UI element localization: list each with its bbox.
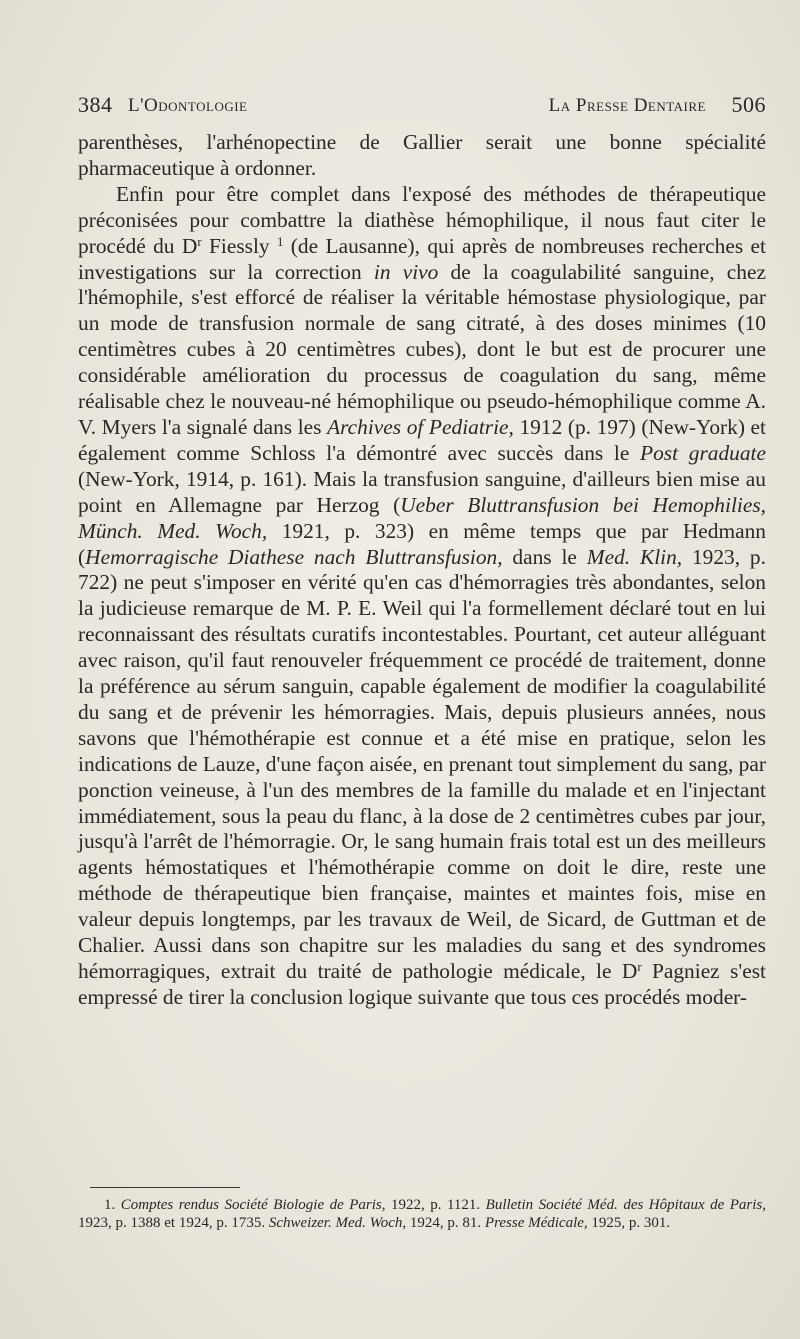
footnote: 1. Comptes rendus Société Biologie de Paris, 1922, p. 1121. Bulletin Société Méd. des Hôpitaux de Paris, 1923, p. 1388 et 1924, p. 1735. Schweizer. Med. Woch, 1924, p. 81. Presse Médicale, 1925, p. 301. (78, 1197, 767, 1231)
italic-post-graduate: Post graduate (640, 440, 766, 465)
footnote-divider (90, 1187, 240, 1188)
italic-hemorragische-diathese: Hemorragische Diathese nach Bluttransfusion, (85, 544, 503, 569)
journal-title-left: L'Odontologie (128, 95, 248, 116)
page-number-right: 506 (731, 92, 766, 117)
italic-archives-pediatrie: Archives of Pediatrie, (327, 414, 514, 439)
footnote-marker: 1 (277, 234, 284, 249)
running-header (78, 92, 766, 126)
journal-title-right: La Presse Dentaire (548, 95, 706, 116)
italic-in-vivo: in vivo (373, 259, 439, 284)
italic-med-klin: Med. Klin, (586, 544, 683, 569)
paragraph-1: parenthèses, l'arhénopectine de Gallier serait une bonne spécialité pharmaceutique à ordonner. (78, 130, 766, 180)
doctor-abbrev-sup: r (197, 234, 202, 249)
paragraph-2: Enfin pour être complet dans l'exposé des méthodes de thérapeutique préconisées pour combattre la diathèse hémophilique, il nous faut citer le procédé du $D^r$ Fiessly $^1$ (de Lausanne), qui après de nombreuses recherches et investigations sur la correction in vivo de la coagulabilité sanguine, chez l'hémophile, s'est efforcé de réaliser la véritable hémostase physiologique, par un mode de transfusion normale de sang citraté, à des doses minimes (10 centimètres cubes à 20 centimètres cubes), dont le but est de procurer une considérable amélioration du processus de coagulation du sang, même réalisable chez le nouveau-né hémophilique ou pseudo-hémophilique comme A. V. Myers l'a signalé dans les Archives of Pediatrie, 1912 (p. 197) (New-York) et également comme Schloss l'a démontré avec succès dans le Post graduate (New-York, 1914, p. 161). Mais la transfusion sanguine, d'ailleurs bien mise au point en Allemagne par Herzog (Ueber Bluttransfusion bei Hemophilies, Münch. Med. Woch, 1921, p. 323) en même temps que par Hedmann (Hemorragische Diathese nach Bluttransfusion, dans le Med. Klin, 1923, p. 722) ne peut s'imposer en vérité qu'en cas d'hémorragies très abondantes, selon la judicieuse remarque de M. P. E. Weil qui l'a formellement déclaré tout en lui reconnaissant des résultats curatifs incontestables. Pourtant, cet auteur alléguant avec raison, qu'il faut renouveler fréquemment ce procédé de traitement, donne la préférence au sérum sanguin, capable également de modifier la coagulabilité du sang et de prévenir les hémorragies. Mais, depuis plusieurs années, nous savons que l'hémothérapie est connue et a été mise en pratique, selon les indications de Lauze, d'une façon aisée, en prenant tout simplement du sang, par ponction veineuse, à l'un des membres de la famille du malade et en l'injectant immédiatement, sous la peau du flanc, à la dose de 2 centimètres cubes par jour, jusqu'à l'arrêt de l'hémorragie. Or, le sang humain frais total est un des meilleurs agents hémostatiques et l'hémothérapie comme on doit le dire, reste une méthode de thérapeutique bien française, maintes et maintes fois, mise en valeur depuis longtemps, par les travaux de Weil, de Sicard, de Guttman et de Chalier. Aussi dans son chapitre sur les maladies du sang et des syndromes hémorragiques, extrait du traité de pathologie médicale, le $D^r$ Pagniez s'est empressé de tirer la conclusion logique suivante que tous ces procédés moder- (78, 181, 767, 1009)
italic-ueber-bluttransfusion: Ueber Bluttransfusion bei Hemophilies, Münch. Med. Woch, (78, 492, 767, 543)
page-number-left: 384 (78, 92, 113, 117)
body-text (78, 130, 766, 1011)
doctor-abbrev-sup-2: r (637, 959, 642, 974)
